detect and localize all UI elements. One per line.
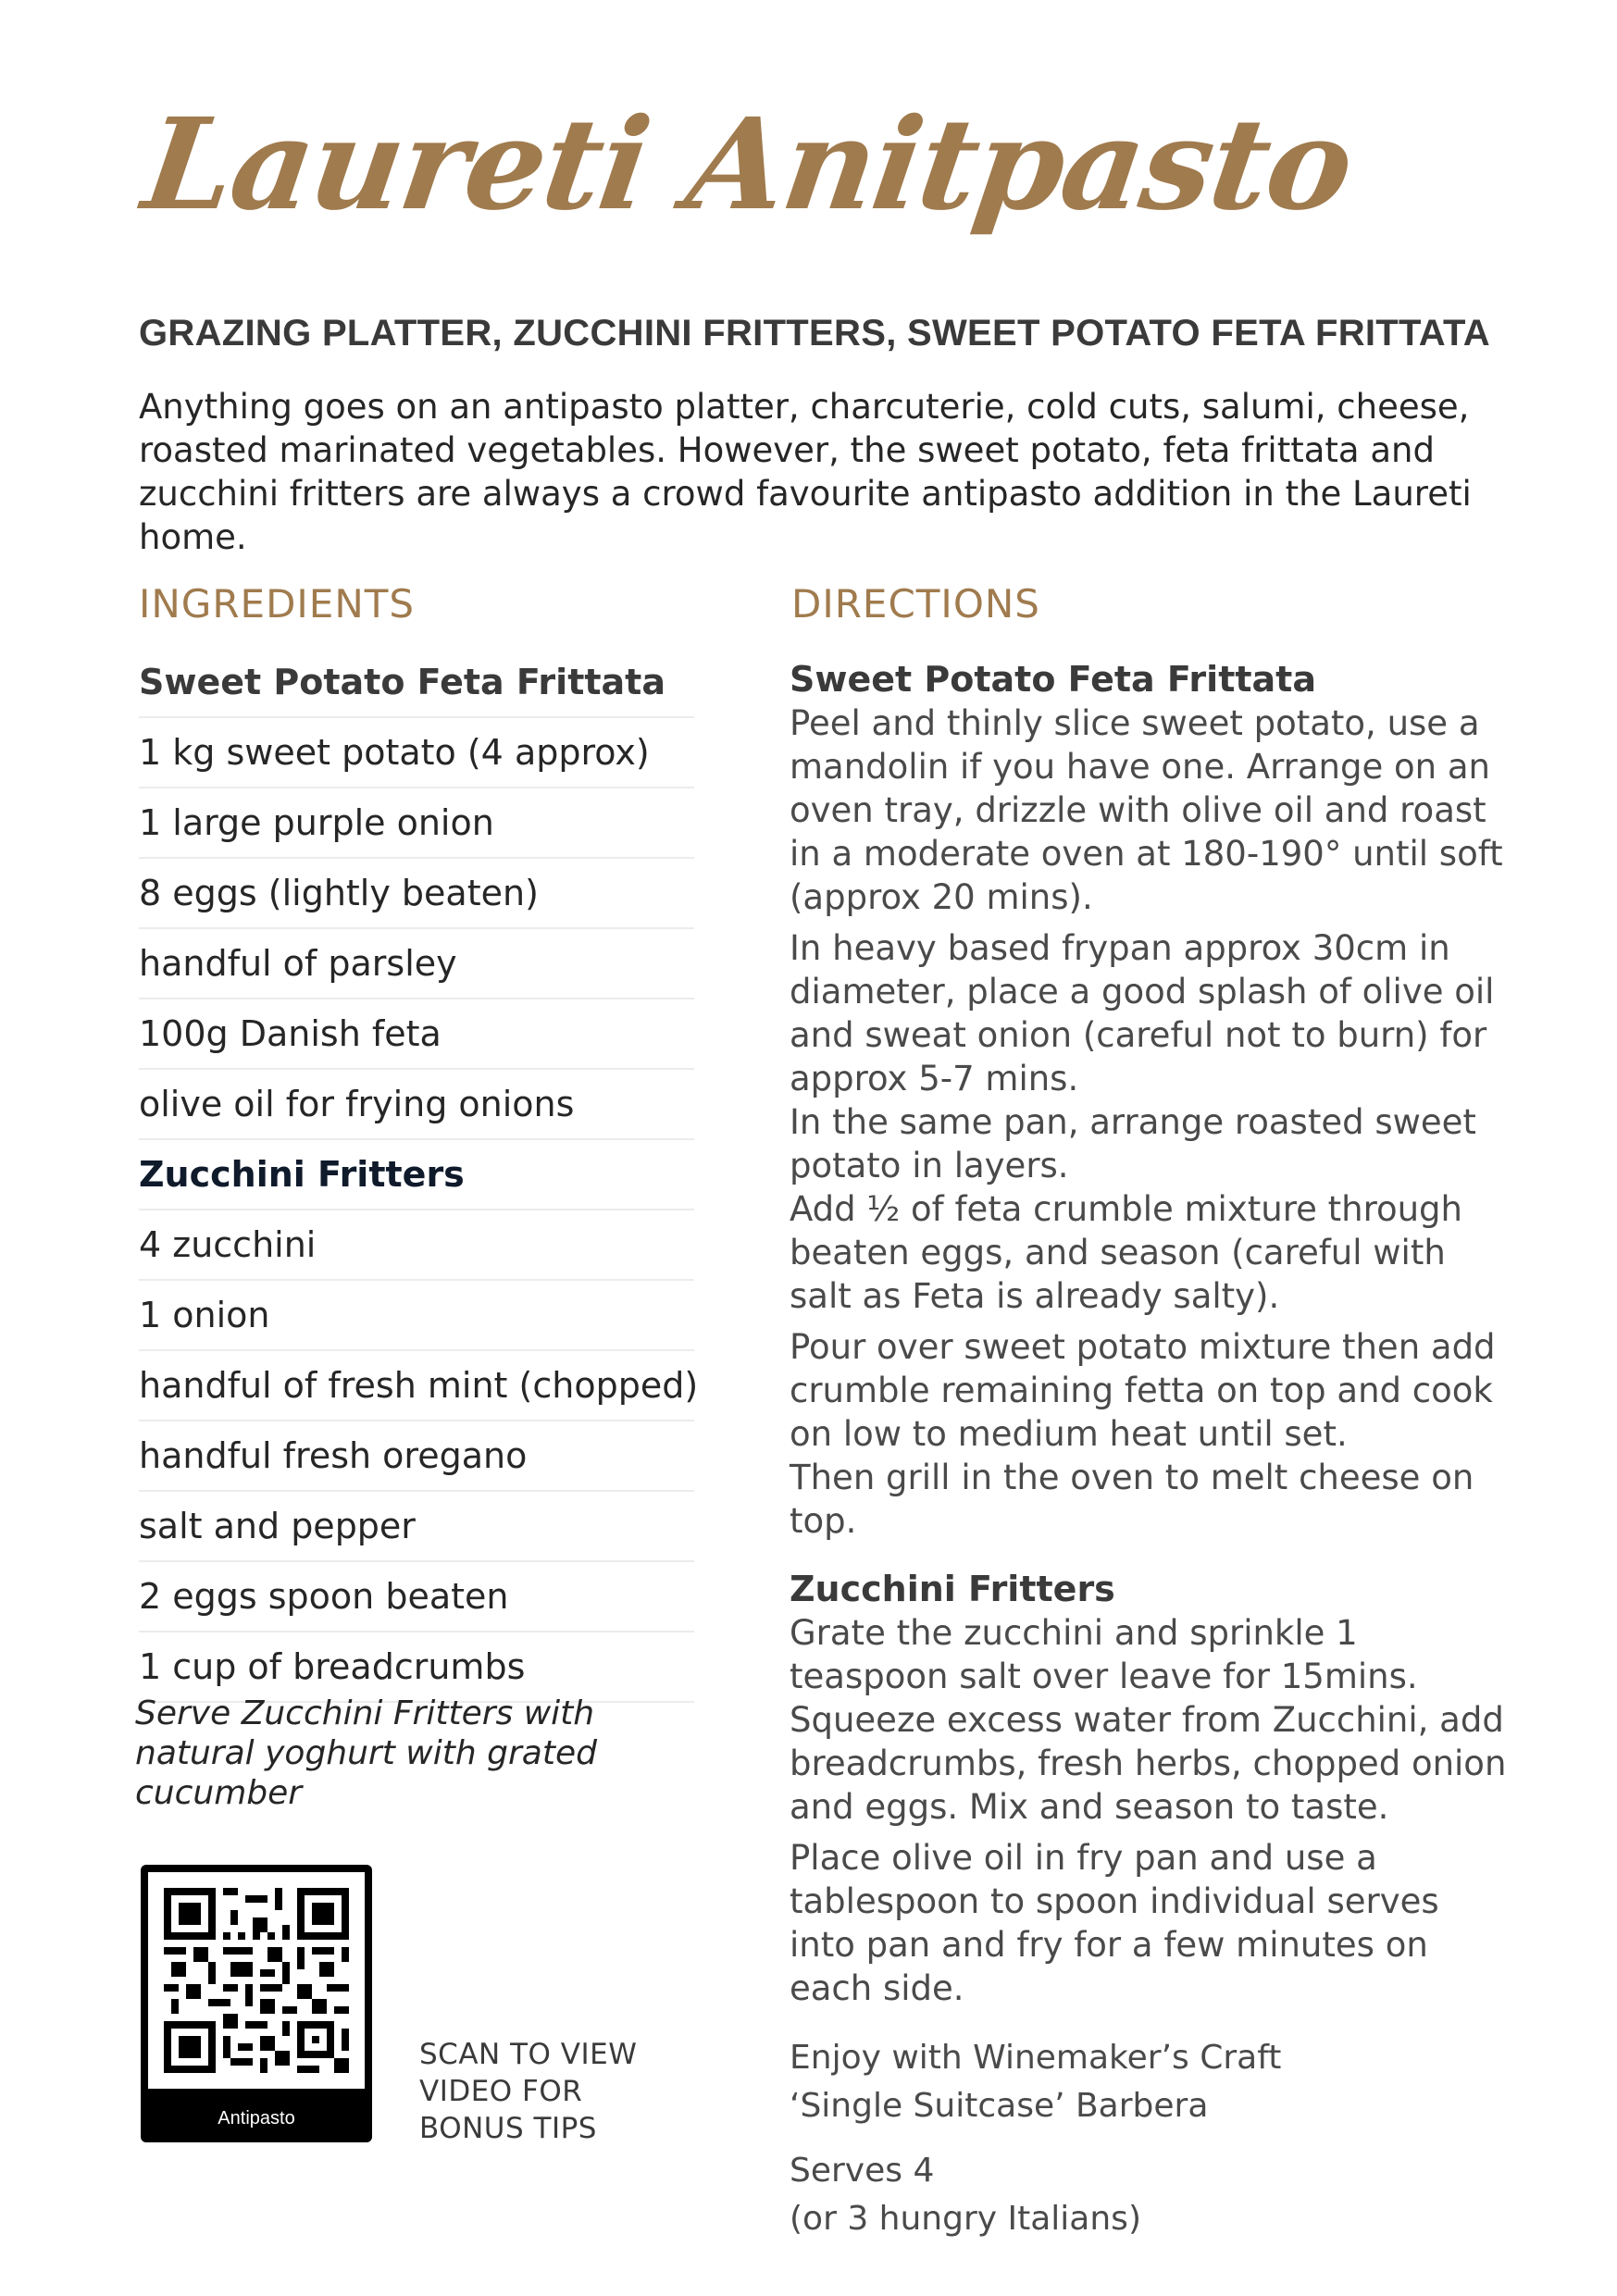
- ingredients-heading: INGREDIENTS: [139, 581, 416, 627]
- scan-caption: [419, 2036, 637, 2147]
- scan-caption-line: SCAN TO VIEW: [419, 2038, 638, 2071]
- ingredient-subheading-fritters: Zucchini Fritters: [139, 1140, 694, 1210]
- ingredient-item: 1 kg sweet potato (4 approx): [139, 718, 694, 788]
- ingredient-item: handful of parsley: [139, 929, 694, 999]
- ingredient-item: 100g Danish feta: [139, 999, 694, 1070]
- direction-subheading-frittata: Sweet Potato Feta Frittata: [790, 659, 1316, 700]
- recipe-subtitle: GRAZING PLATTER, ZUCCHINI FRITTERS, SWEET POTATO FETA FRITTATA: [139, 313, 1490, 354]
- direction-step: Place olive oil in fry pan and use a tablespoon to spoon individual serves into pan and fry for a few minutes on each side.: [790, 1838, 1439, 2008]
- direction-step: Grate the zucchini and sprinkle 1 teaspoon salt over leave for 15mins.: [790, 1613, 1418, 1696]
- ingredient-item: handful of fresh mint (chopped): [139, 1351, 694, 1421]
- direction-step: In heavy based frypan approx 30cm in diameter, place a good splash of olive oil and sweat onion (careful not to burn) for approx 5-7 mins.: [790, 928, 1495, 1098]
- ingredients-list: [139, 648, 699, 1703]
- direction-step: In the same pan, arrange roasted sweet potato in layers.: [790, 1102, 1476, 1185]
- ingredient-item: 2 eggs spoon beaten: [139, 1562, 694, 1632]
- ingredient-item: 8 eggs (lightly beaten): [139, 859, 694, 929]
- ingredient-item: 4 zucchini: [139, 1210, 694, 1281]
- direction-step: Pour over sweet potato mixture then add crumble remaining fetta on top and cook on low to medium heat until set.: [790, 1327, 1496, 1454]
- direction-subheading-fritters: Zucchini Fritters: [790, 1569, 1115, 1609]
- serves-info: (or 3 hungry Italians): [790, 2200, 1141, 2238]
- directions-heading: DIRECTIONS: [791, 581, 1040, 627]
- wine-pairing: Enjoy with Winemaker’s Craft: [790, 2039, 1282, 2077]
- ingredient-item: salt and pepper: [139, 1492, 694, 1562]
- ingredient-item: 1 onion: [139, 1281, 694, 1351]
- serves-info: Serves 4: [790, 2152, 935, 2190]
- scan-caption-line: VIDEO FOR: [419, 2075, 583, 2108]
- wine-pairing: ‘Single Suitcase’ Barbera: [790, 2087, 1209, 2125]
- ingredient-item: olive oil for frying onions: [139, 1070, 694, 1140]
- recipe-title: Laureti Anitpasto: [135, 91, 1361, 239]
- intro-paragraph: Anything goes on an antipasto platter, charcuterie, cold cuts, salumi, cheese, roasted marinated vegetables. However, the sweet potato, feta frittata and zucchini fritters are always a crowd favourite antipasto addition in the Laureti home.: [139, 387, 1472, 557]
- ingredient-item: handful fresh oregano: [139, 1421, 694, 1492]
- qr-code-icon: [164, 1888, 349, 2073]
- directions-list: [790, 648, 1511, 2243]
- direction-step: Add ½ of feta crumble mixture through beaten eggs, and season (careful with salt as Feta is already salty).: [790, 1189, 1462, 1316]
- serving-note: Serve Zucchini Fritters with natural yoghurt with grated cucumber: [135, 1694, 597, 1812]
- ingredient-item: 1 cup of breadcrumbs: [139, 1632, 694, 1703]
- direction-step: Squeeze excess water from Zucchini, add breadcrumbs, fresh herbs, chopped onion and eggs. Mix and season to taste.: [790, 1700, 1507, 1827]
- scan-caption-line: BONUS TIPS: [419, 2112, 597, 2145]
- qr-code-card[interactable]: [141, 1865, 372, 2142]
- ingredient-subheading-frittata: Sweet Potato Feta Frittata: [139, 648, 694, 718]
- direction-step: Then grill in the oven to melt cheese on top.: [790, 1458, 1474, 1541]
- ingredient-item: 1 large purple onion: [139, 788, 694, 859]
- direction-step: Peel and thinly slice sweet potato, use a mandolin if you have one. Arrange on an oven tray, drizzle with olive oil and roast in a moderate oven at 180-190° until soft (approx 20 mins).: [790, 703, 1503, 917]
- qr-label: Antipasto: [218, 2108, 295, 2128]
